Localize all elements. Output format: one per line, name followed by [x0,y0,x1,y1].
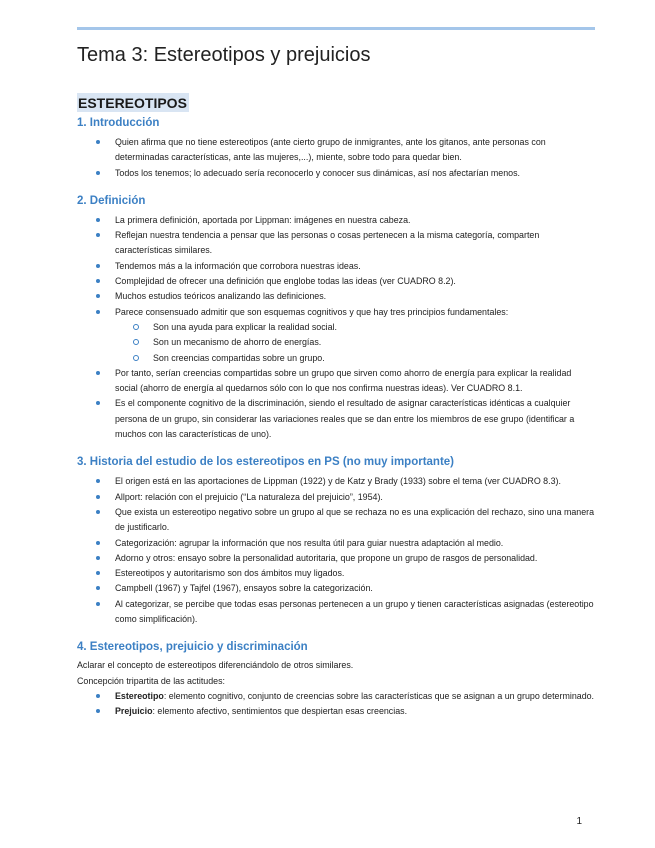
bullet-icon [96,586,100,590]
list-item: Tendemos más a la información que corrobora nuestras ideas. [77,259,595,274]
list-item: Es el componente cognitivo de la discriminación, siendo el resultado de asignar características idénticas a cualquier persona de un grupo, sin considerar las variaciones reales que se dan entre los miembros de ese grupo (identificar a muchos con las características de uno). [77,396,595,442]
document-body [77,116,595,720]
list-item: Adorno y otros: ensayo sobre la personalidad autoritaria, que propone un grupo de rasgos de personalidad. [77,551,595,566]
bullet-icon [96,571,100,575]
bullet-icon [96,401,100,405]
list-item: Al categorizar, se percibe que todas esas personas pertenecen a un grupo y tienen características asignadas (estereotipo como simplificación). [77,597,595,628]
list-item: El origen está en las aportaciones de Lippman (1922) y de Katz y Brady (1933) sobre el tema (ver CUADRO 8.3). [77,474,595,489]
heading-estereotipos-prejuicio: 4. Estereotipos, prejuicio y discriminación [77,641,308,654]
heading-historia: 3. Historia del estudio de los estereotipos en PS (no muy importante) [77,456,455,469]
term-estereotipo: Estereotipo [115,690,164,701]
term-prejuicio: Prejuicio [115,706,153,717]
list-item: Estereotipos y autoritarismo son dos ámbitos muy ligados. [77,566,595,581]
hollow-bullet-icon [133,339,139,345]
sublist-principios [77,320,595,366]
hollow-bullet-icon [133,324,139,330]
top-rule [77,27,595,30]
list-item: Estereotipo: elemento cognitivo, conjunto de creencias sobre las características que se asignan a un grupo determinado. [77,689,595,704]
list-item: Que exista un estereotipo negativo sobre un grupo al que se rechaza no es una explicación del rechazo, sino una manera de justificarlo. [77,505,595,536]
bullet-icon [96,279,100,283]
list-introduccion [77,135,595,181]
bullet-icon [96,233,100,237]
heading-definicion: 2. Definición [77,194,146,207]
page-number: 1 [576,816,582,827]
sub-list-item: Son creencias compartidas sobre un grupo. [77,351,595,366]
bullet-icon [96,371,100,375]
bullet-icon [96,694,100,698]
paragraph: Aclarar el concepto de estereotipos diferenciándolo de otros similares. [77,660,354,671]
list-definicion [77,213,595,320]
bullet-icon [96,709,100,713]
document-title: Tema 3: Estereotipos y prejuicios [77,44,371,66]
list-item: Complejidad de ofrecer una definición que englobe todas las ideas (ver CUADRO 8.2). [77,274,595,289]
bullet-icon [96,140,100,144]
bullet-icon [96,556,100,560]
sub-list-item: Son un mecanismo de ahorro de energías. [77,335,595,350]
hollow-bullet-icon [133,355,139,361]
bullet-icon [96,602,100,606]
list-item: Por tanto, serían creencias compartidas sobre un grupo que sirven como ahorro de energía para explicar la realidad social (ahorro de energía al quedarnos sólo con lo que nos confirma nuestras ideas). Ver CUADRO 8.1. [77,366,595,397]
bullet-icon [96,171,100,175]
list-item: Parece consensuado admitir que son esquemas cognitivos y que hay tres principios fundamentales: [77,305,595,320]
heading-introduccion: 1. Introducción [77,117,160,129]
list-definicion-cont [77,366,595,442]
list-actitudes [77,689,595,720]
section-header: ESTEREOTIPOS [78,95,187,111]
list-item: Quien afirma que no tiene estereotipos (ante cierto grupo de inmigrantes, ante los gitanos, ante personas con determinadas características, ante las mujeres,...), miente, sobre todo para quedar bien. [77,135,595,166]
list-item: Prejuicio: elemento afectivo, sentimientos que despiertan esas creencias. [77,704,595,719]
bullet-icon [96,294,100,298]
paragraph: Concepción tripartita de las actitudes: [77,675,225,686]
bullet-icon [96,310,100,314]
list-item: Reflejan nuestra tendencia a pensar que las personas o cosas pertenecen a la misma categoría, comparten características similares. [77,228,595,259]
bullet-icon [96,495,100,499]
list-item: Todos los tenemos; lo adecuado sería reconocerlo y conocer sus dinámicas, así nos afectarían menos. [77,166,595,181]
bullet-icon [96,218,100,222]
list-item: La primera definición, aportada por Lippman: imágenes en nuestra cabeza. [77,213,595,228]
list-historia [77,474,595,627]
list-item: Muchos estudios teóricos analizando las definiciones. [77,289,595,304]
bullet-icon [96,541,100,545]
bullet-icon [96,510,100,514]
list-item: Campbell (1967) y Tajfel (1967), ensayos sobre la categorización. [77,581,595,596]
list-item: Categorización: agrupar la información que nos resulta útil para guiar nuestra adaptación al medio. [77,536,595,551]
sub-list-item: Son una ayuda para explicar la realidad social. [77,320,595,335]
bullet-icon [96,264,100,268]
list-item: Allport: relación con el prejuicio (“La naturaleza del prejuicio”, 1954). [77,490,595,505]
bullet-icon [96,479,100,483]
